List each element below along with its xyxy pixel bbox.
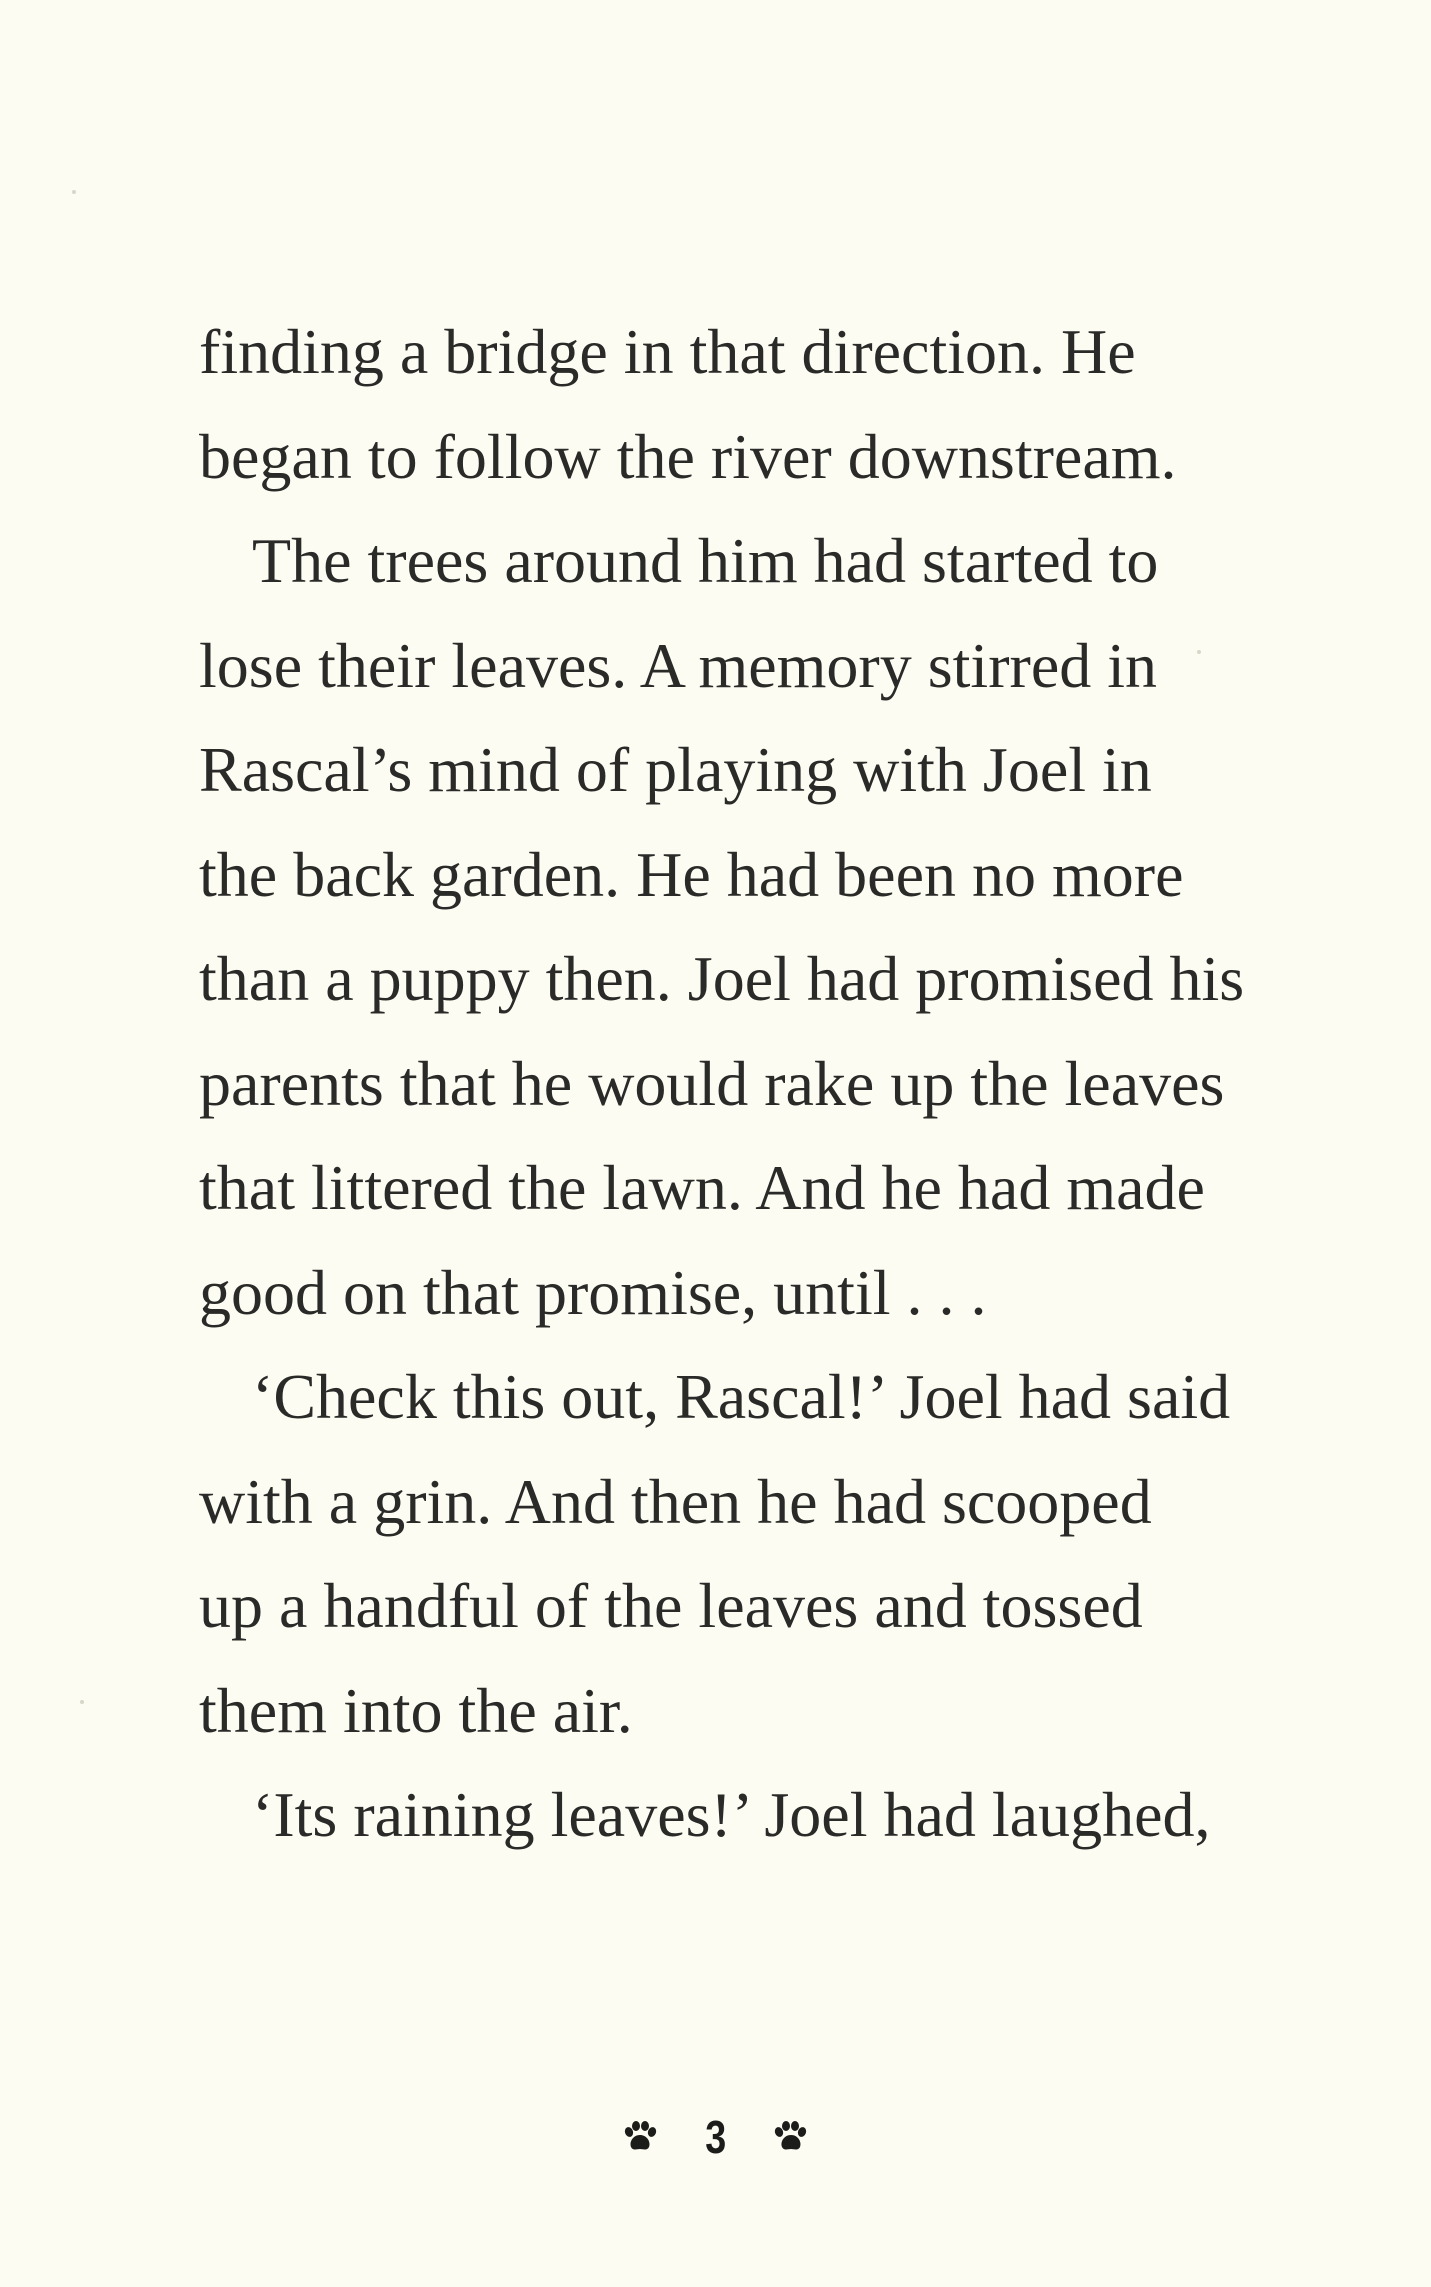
text-line: them into the air. <box>199 1674 633 1746</box>
text-line: good on that promise, until . . . <box>199 1256 987 1328</box>
text-line: Rascal’s mind of playing with Joel in <box>199 734 1152 805</box>
page-footer <box>0 2110 1431 2164</box>
text-line: parents that he would rake up the leaves <box>199 1047 1225 1119</box>
text-line: began to follow the river downstream. <box>199 420 1177 492</box>
page-number: 3 <box>705 2111 726 2163</box>
text-line: ‘Its raining leaves!’ Joel had laughed, <box>252 1779 1211 1850</box>
paper-speck <box>80 1700 84 1704</box>
body-text <box>199 300 1319 1868</box>
paw-print-icon <box>623 2121 657 2153</box>
text-line: ‘Check this out, Rascal!’ Joel had said <box>252 1361 1231 1432</box>
paper-speck <box>72 190 76 194</box>
text-line: The trees around him had started to <box>252 525 1159 596</box>
text-line: the back garden. He had been no more <box>199 838 1184 910</box>
text-line: that littered the lawn. And he had made <box>199 1152 1205 1223</box>
text-line: than a puppy then. Joel had promised his <box>199 943 1245 1014</box>
text-line: finding a bridge in that direction. He <box>199 316 1136 387</box>
paw-print-icon <box>774 2121 808 2153</box>
text-line: lose their leaves. A memory stirred in <box>199 629 1157 701</box>
text-line: with a grin. And then he had scooped <box>199 1465 1152 1537</box>
text-line: up a handful of the leaves and tossed <box>199 1570 1143 1641</box>
